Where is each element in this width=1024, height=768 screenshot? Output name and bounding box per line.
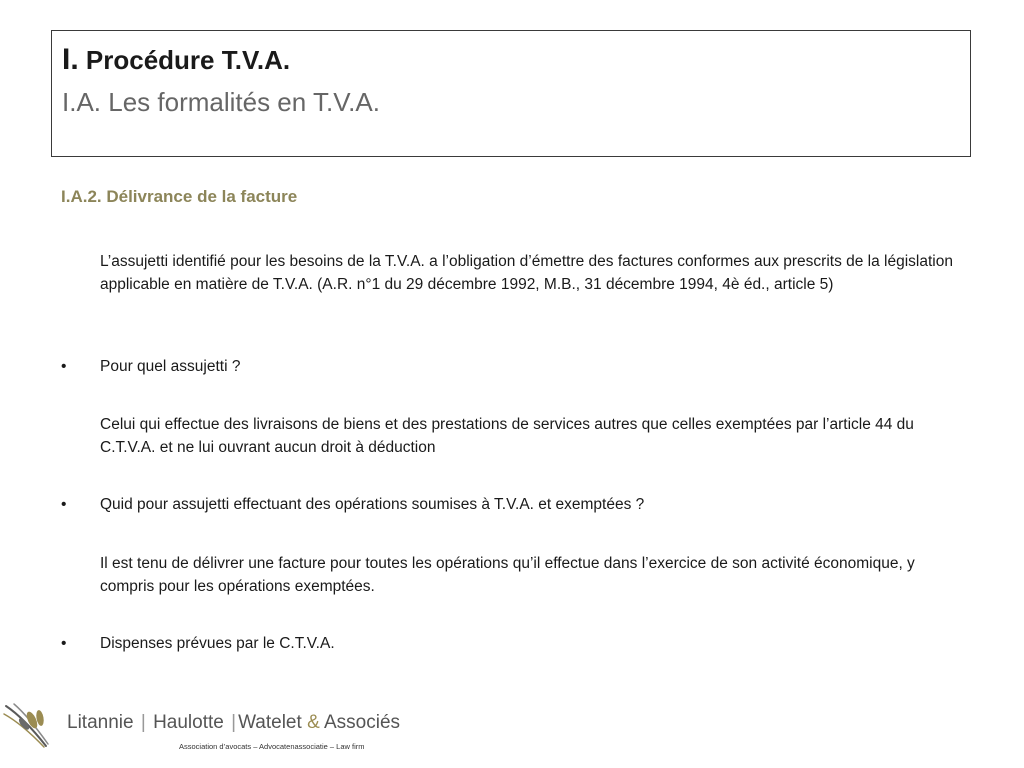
firm-name-part: Haulotte bbox=[153, 712, 224, 733]
intro-paragraph: L’assujetti identifié pour les besoins de la T.V.A. a l’obligation d’émettre des factures conformes aux prescrits de la législation applicable en matière de T.V.A. (A.R. n°1 du 29 décembre 1992, M.B., 31 décembre 1994, 4è éd., article 5) bbox=[100, 253, 953, 293]
title-roman-numeral: I. bbox=[62, 43, 79, 76]
firm-name-part: Associés bbox=[323, 712, 401, 733]
bullet-marker: • bbox=[61, 358, 67, 375]
bullet-item-3: Dispenses prévues par le C.T.V.A. bbox=[100, 635, 335, 652]
title-box bbox=[51, 30, 971, 157]
firm-name-ampersand: & bbox=[307, 712, 320, 733]
firm-tagline: Association d’avocats – Advocatenassociatie – Law firm bbox=[179, 742, 365, 751]
section-heading: I.A.2. Délivrance de la facture bbox=[61, 187, 298, 206]
bullet-question-1: Pour quel assujetti ? bbox=[100, 358, 241, 375]
firm-name-separator: | bbox=[140, 712, 146, 733]
wheat-sheaf-icon bbox=[2, 700, 54, 750]
firm-name-part: Watelet bbox=[238, 712, 302, 733]
page-title bbox=[62, 43, 290, 77]
bullet-question-2: Quid pour assujetti effectuant des opérations soumises à T.V.A. et exemptées ? bbox=[100, 496, 645, 513]
answer-paragraph-1: Celui qui effectue des livraisons de biens et des prestations de services autres que celles exemptées par l’article 44 du C.T.V.A. et ne lui ouvrant aucun droit à déduction bbox=[100, 416, 914, 456]
firm-name-part: Litannie bbox=[67, 712, 134, 733]
page-subtitle: I.A. Les formalités en T.V.A. bbox=[62, 87, 380, 117]
answer-paragraph-2: Il est tenu de délivrer une facture pour toutes les opérations qu’il effectue dans l’exercice de son activité économique, y compris pour les opérations exemptées. bbox=[100, 555, 915, 595]
firm-name-separator: | bbox=[231, 712, 237, 733]
bullet-marker: • bbox=[61, 496, 67, 513]
firm-name bbox=[67, 712, 400, 734]
bullet-marker: • bbox=[61, 635, 67, 652]
title-text: Procédure T.V.A. bbox=[85, 45, 291, 75]
